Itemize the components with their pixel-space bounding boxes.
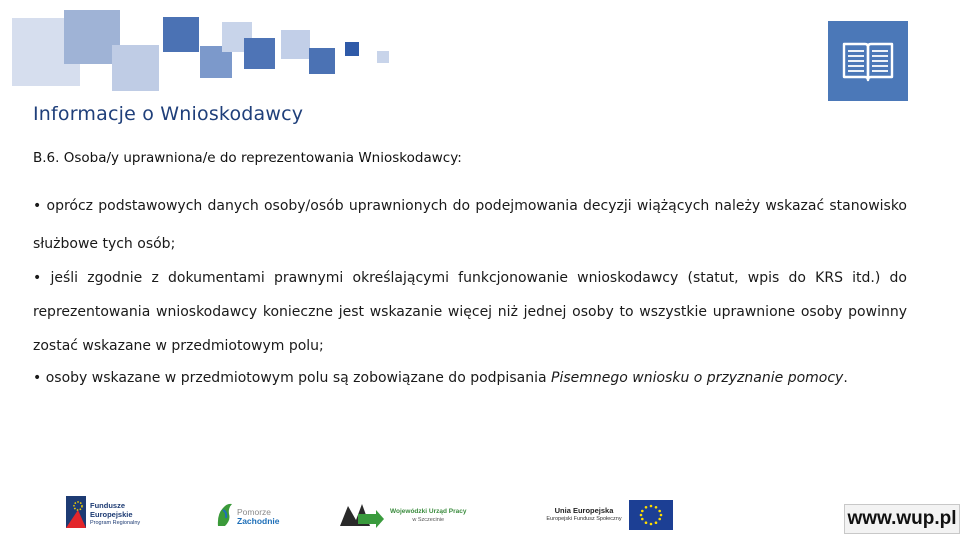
logo-text: Zachodnie xyxy=(237,516,280,526)
logo-text: Program Regionalny xyxy=(90,520,141,526)
unia-europejska-logo xyxy=(540,500,680,532)
wup-emblem-icon xyxy=(338,500,386,528)
bullet-text: • osoby wskazane w przedmiotowym polu są zobowiązane do podpisania xyxy=(33,370,551,386)
fundusze-europejskie-logo xyxy=(66,496,166,530)
deco-square xyxy=(309,48,335,74)
logo-text: Fundusze xyxy=(90,501,125,510)
website-link[interactable]: www.wup.pl xyxy=(844,504,960,534)
open-book-icon xyxy=(840,38,896,84)
section-heading: B.6. Osoba/y uprawniona/e do reprezentowania Wnioskodawcy: xyxy=(33,150,462,166)
griffin-icon xyxy=(215,500,235,528)
eu-flag-icon xyxy=(629,500,673,530)
deco-square xyxy=(244,38,275,69)
fe-flag-icon xyxy=(66,496,86,528)
logo-text: Unia Europejska xyxy=(554,506,614,515)
wup-logo xyxy=(338,500,478,530)
pomorze-zachodnie-logo xyxy=(215,500,285,530)
bullet-item: • jeśli zgodnie z dokumentami prawnymi określającymi funkcjonowanie wnioskodawcy (statut, wpis do KRS itd.) do reprezentowania wnioskodawcy konieczne jest wskazanie więcej niż jednej osoby to wszystkie uprawnione osoby powinny zostać wskazane w przedmiotowym polu; xyxy=(33,270,907,354)
logo-text: w Szczecinie xyxy=(412,517,445,523)
deco-square xyxy=(163,17,199,52)
deco-square xyxy=(281,30,310,59)
bullet-italic-text: Pisemnego wniosku o przyznanie pomocy xyxy=(551,370,844,386)
bullet-item: • oprócz podstawowych danych osoby/osób uprawnionych do podejmowania decyzji wiążących należy wskazać stanowisko służbowe tych osób; xyxy=(33,198,907,252)
bullet-item xyxy=(33,368,907,388)
deco-square xyxy=(377,51,389,63)
logo-text: Wojewódzki Urząd Pracy xyxy=(390,508,467,515)
logo-text: Pomorze xyxy=(237,507,272,517)
bullet-text: . xyxy=(843,370,848,386)
page-title: Informacje o Wnioskodawcy xyxy=(33,103,304,125)
logo-text: Europejski Fundusz Społeczny xyxy=(546,516,622,522)
deco-square xyxy=(345,42,359,56)
deco-square xyxy=(112,45,159,91)
header-icon-tile xyxy=(828,21,908,101)
logo-text: Europejskie xyxy=(90,510,133,519)
